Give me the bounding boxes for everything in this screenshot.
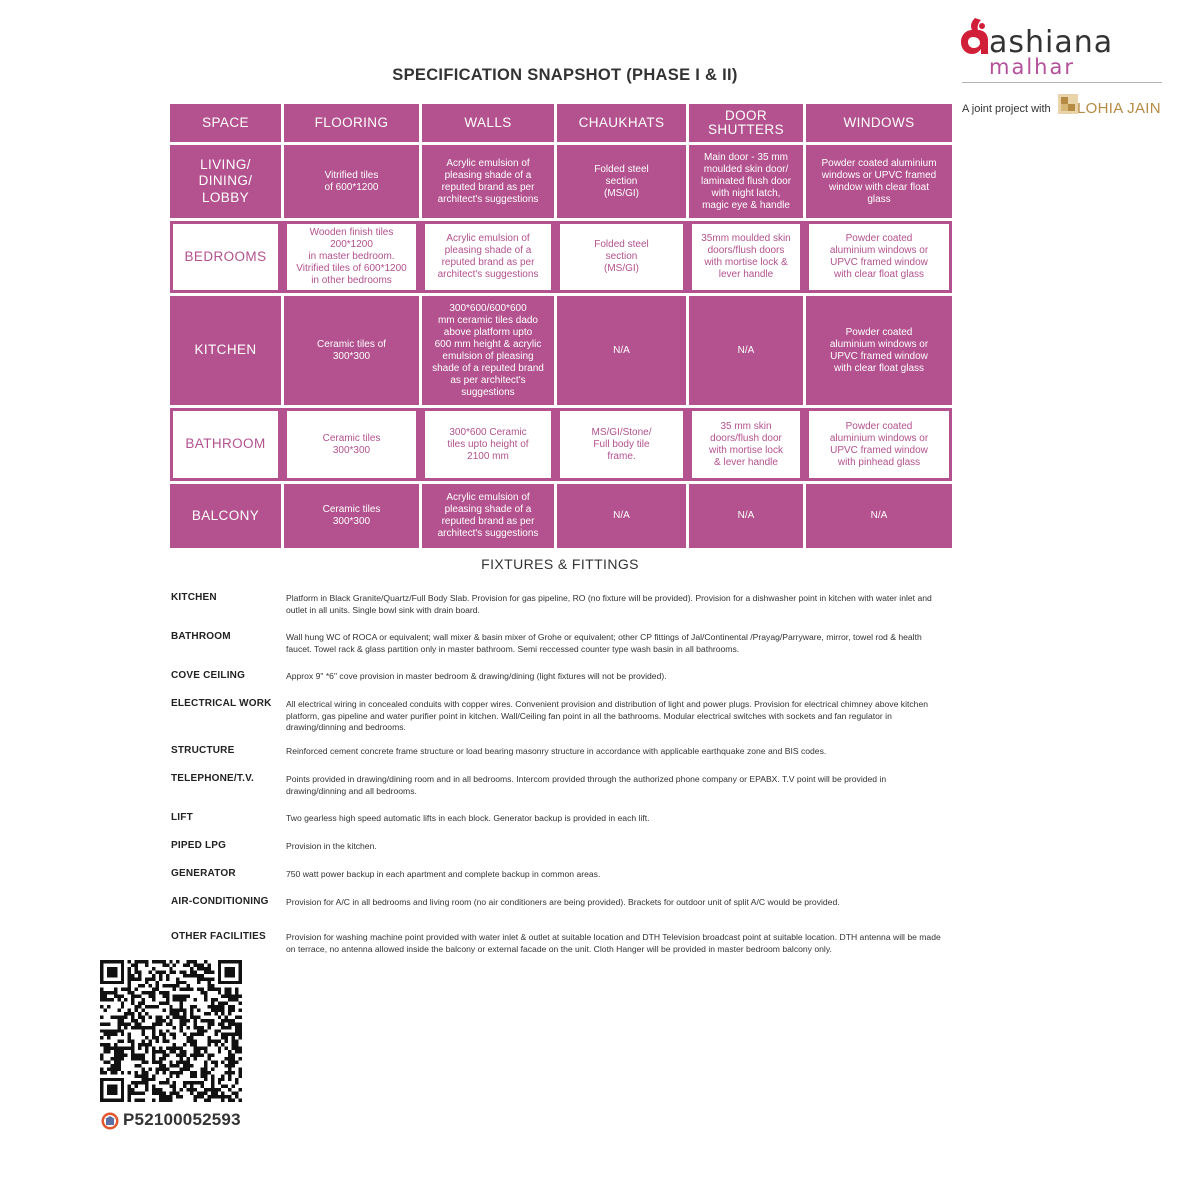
fixture-label: PIPED LPG [171,840,227,851]
table-row [170,145,952,218]
cell-walls: 300*600 Ceramic tiles upto height of 2100 mm [425,411,551,478]
cell-flooring: Vitrified tiles of 600*1200 [284,145,419,218]
fixture-label: ELECTRICAL WORK [171,698,272,709]
cell-door-shutters: Main door - 35 mm moulded skin door/ laminated flush door with night latch, magic eye & handle [689,145,803,218]
rera-seal-icon [101,1112,119,1130]
lohia-jain-logo [1058,90,1168,122]
fixture-description: Provision for A/C in all bedrooms and living room (no air conditioners are being provided). Brackets for outdoor unit of split A/C would be provided. [286,897,840,907]
cell-walls: Acrylic emulsion of pleasing shade of a reputed brand as per architect's suggestions [422,484,554,548]
cell-walls: 300*600/600*600 mm ceramic tiles dado above platform upto 600 mm height & acrylic emulsion of pleasing shade of a reputed brand as per architect's suggestions [422,296,554,405]
table-row [170,296,952,405]
cell-walls: Acrylic emulsion of pleasing shade of a reputed brand as per architect's suggestions [422,145,554,218]
fixture-label: BATHROOM [171,631,231,642]
table-row [170,484,952,548]
cell-windows: Powder coated aluminium windows or UPVC framed window with clear float glass [806,145,952,218]
fixture-label: TELEPHONE/T.V. [171,773,255,784]
header-space: SPACE [170,104,281,142]
header-flooring: FLOORING [284,104,419,142]
fixture-description: Platform in Black Granite/Quartz/Full Body Slab. Provision for gas pipeline, RO (no fixture will be provided). Provision for a dishwasher point in kitchen with water inlet and outlet in all units. Single bowl sink with drain board. [286,593,932,615]
fixture-description: Provision in the kitchen. [286,841,377,851]
table-row [170,408,952,481]
rera-code: P52100052593 [123,1110,241,1129]
cell-door-shutters: 35mm moulded skin doors/flush doors with mortise lock & lever handle [692,224,800,290]
qr-code[interactable] [100,960,242,1102]
cell-chaukhats: MS/GI/Stone/ Full body tile frame. [560,411,683,478]
fixture-description: Wall hung WC of ROCA or equivalent; wall mixer & basin mixer of Grohe or equivalent; other CP fittings of Jal/Continental /Prayag/Parryware, mirror, towel rod & health faucet. Towel rack & glass partition only in master bathroom. Semi reccessed counter type wash basin in all bathrooms. [286,632,922,654]
cell-space: BALCONY [170,484,281,548]
fixture-label: GENERATOR [171,868,236,879]
fixture-description: All electrical wiring in concealed conduits with copper wires. Convenient provision and distribution of light and power plugs. Provision for electrical chimney above kitchen platform, gas pipeline and water purifier point in kitchen. Wall/Ceiling fan point in all the bathrooms. Modular electrical switches with sockets and fan regulator in drawing/dinning and bedrooms. [286,699,928,732]
logo-subname: malhar [989,55,1075,79]
cell-chaukhats: Folded steel section (MS/GI) [560,224,683,290]
header-door-shutters: DOOR SHUTTERS [689,104,803,142]
fixture-description: 750 watt power backup in each apartment and complete backup in common areas. [286,869,601,879]
cell-walls: Acrylic emulsion of pleasing shade of a reputed brand as per architect's suggestions [425,224,551,290]
fixture-label: COVE CEILING [171,670,246,681]
cell-chaukhats: N/A [557,296,686,405]
fixtures-heading: FIXTURES & FITTINGS [481,556,639,572]
cell-flooring: Ceramic tiles of 300*300 [284,296,419,405]
ashiana-malhar-logo [956,14,1166,124]
fixture-label: KITCHEN [171,592,217,603]
ashiana-logo-mark-icon [958,16,992,66]
fixture-description: Two gearless high speed automatic lifts in each block. Generator backup is provided in each lift. [286,813,650,823]
fixture-label: LIFT [171,812,193,823]
cell-flooring: Ceramic tiles 300*300 [284,484,419,548]
cell-flooring: Ceramic tiles 300*300 [287,411,416,478]
fixture-label: OTHER FACILITIES [171,931,266,942]
cell-chaukhats: N/A [557,484,686,548]
cell-space: KITCHEN [170,296,281,405]
cell-chaukhats: Folded steel section (MS/GI) [557,145,686,218]
partner-name: LOHIA JAIN [1077,100,1161,117]
table-header-row [170,104,952,142]
fixture-label: STRUCTURE [171,745,235,756]
lohia-jain-mark-icon [1058,94,1078,114]
cell-door-shutters: 35 mm skin doors/flush door with mortise lock & lever handle [692,411,800,478]
joint-project-text: A joint project with [962,103,1051,115]
cell-door-shutters: N/A [689,484,803,548]
cell-space: LIVING/ DINING/ LOBBY [170,145,281,218]
page-title: SPECIFICATION SNAPSHOT (PHASE I & II) [392,66,738,84]
fixture-description: Provision for washing machine point provided with water inlet & outlet at suitable location and DTH Television broadcast point at suitable location. DTH antenna will be made on terrace, no antenna allowed inside the balcony or external facade on the unit. Cloth Hanger will be provided in master bedroom balcony only. [286,932,941,954]
table-row [170,221,952,293]
fixture-label: AIR-CONDITIONING [171,896,269,907]
cell-windows: N/A [806,484,952,548]
cell-windows: Powder coated aluminium windows or UPVC framed window with clear float glass [809,224,949,290]
cell-windows: Powder coated aluminium windows or UPVC framed window with pinhead glass [809,411,949,478]
cell-space: BEDROOMS [173,224,278,290]
cell-space: BATHROOM [173,411,278,478]
cell-door-shutters: N/A [689,296,803,405]
header-walls: WALLS [422,104,554,142]
fixture-description: Approx 9" *6" cove provision in master bedroom & drawing/dining (light fixtures will not be provided). [286,671,667,681]
cell-windows: Powder coated aluminium windows or UPVC framed window with clear float glass [806,296,952,405]
fixture-description: Points provided in drawing/dining room and in all bedrooms. Intercom provided through the authorized phone company or EPABX. T.V point will be provided in drawing/dinning and all bedrooms. [286,774,887,796]
rera-registration [101,1110,301,1132]
logo-divider [962,82,1162,83]
logo-name: ashiana [989,25,1114,60]
fixture-description: Reinforced cement concrete frame structure or load bearing masonry structure in accordance with applicable earthquake zone and BIS codes. [286,746,827,756]
header-windows: WINDOWS [806,104,952,142]
cell-flooring: Wooden finish tiles 200*1200 in master bedroom. Vitrified tiles of 600*1200 in other bedrooms [287,224,416,290]
header-chaukhats: CHAUKHATS [557,104,686,142]
